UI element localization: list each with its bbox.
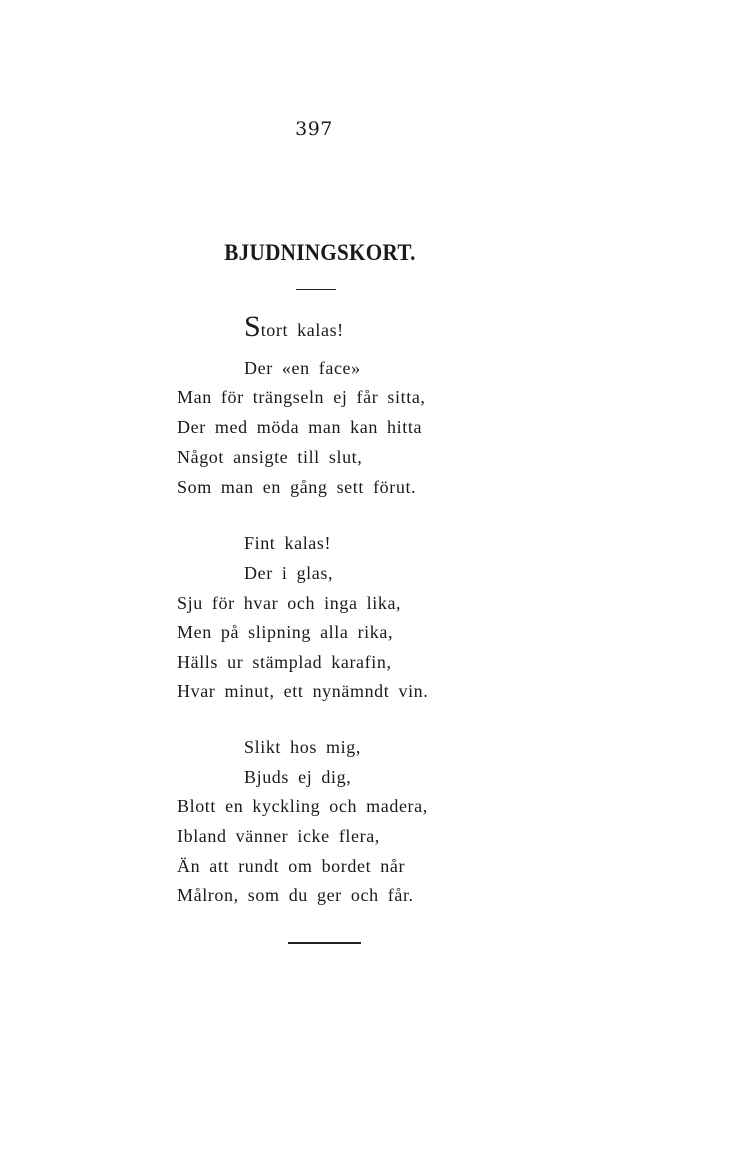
poem-line: Man för trängseln ej får sitta, — [177, 387, 426, 407]
poem-line: Slikt hos mig, — [244, 737, 361, 757]
poem-line: Sju för hvar och inga lika, — [177, 593, 402, 613]
title-rule — [296, 289, 336, 290]
end-rule — [288, 942, 361, 944]
poem-line: Blott en kyckling och madera, — [177, 796, 428, 816]
poem-line-first — [244, 312, 344, 342]
poem-line: Än att rundt om bordet når — [177, 856, 406, 876]
poem-line: Något ansigte till slut, — [177, 447, 363, 467]
poem-line: Der «en face» — [244, 358, 361, 378]
page-number: 397 — [295, 118, 333, 140]
poem-line: Som man en gång sett förut. — [177, 477, 417, 497]
drop-cap: S — [244, 310, 261, 343]
poem-line: Målron, som du ger och får. — [177, 885, 414, 905]
first-line-rest: tort kalas! — [260, 320, 344, 340]
poem-line: Hälls ur stämplad karafin, — [177, 652, 392, 672]
poem-line: Der i glas, — [244, 563, 334, 583]
poem-line: Fint kalas! — [244, 533, 332, 553]
poem-line: Ibland vänner icke flera, — [177, 826, 380, 846]
poem-line: Men på slipning alla rika, — [177, 622, 394, 642]
poem-title: BJUDNINGSKORT. — [224, 240, 416, 265]
poem-line: Der med möda man kan hitta — [177, 417, 423, 437]
poem-line: Hvar minut, ett nynämndt vin. — [177, 681, 429, 701]
poem-line: Bjuds ej dig, — [244, 767, 352, 787]
